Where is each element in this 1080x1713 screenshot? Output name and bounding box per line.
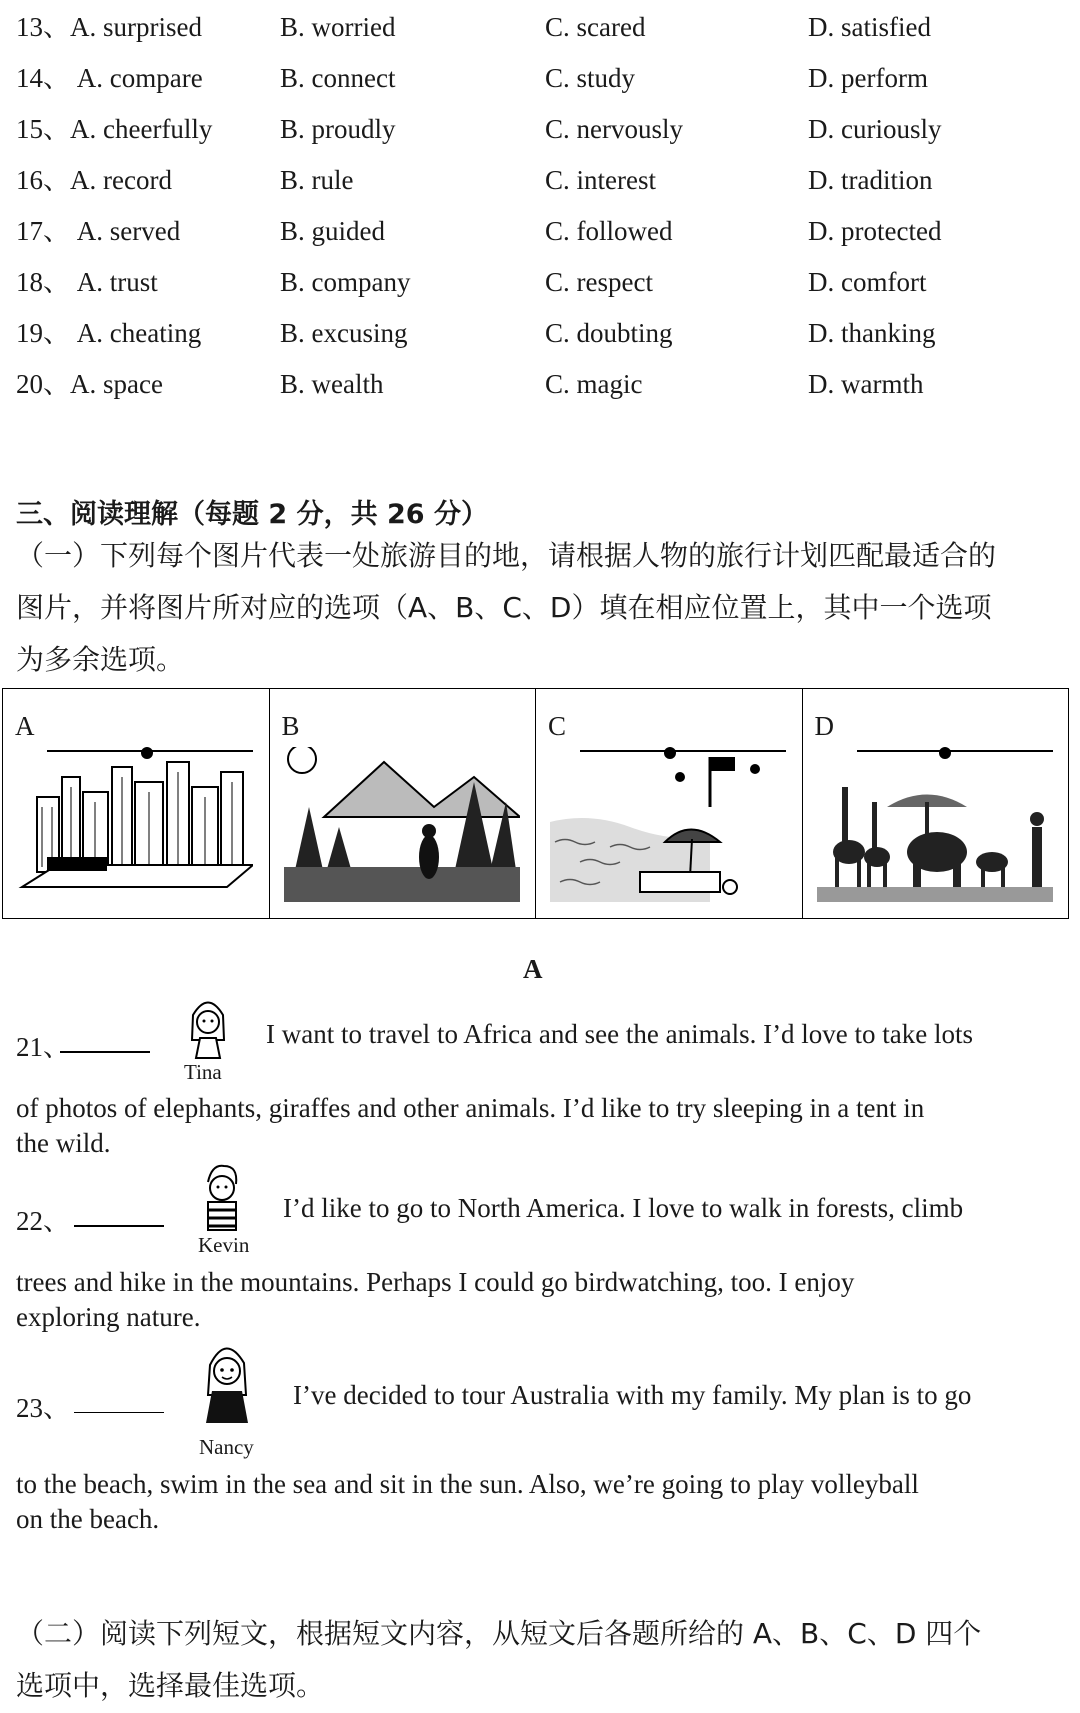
option-row-16 <box>0 155 1080 205</box>
answer-blank[interactable] <box>60 1027 150 1053</box>
option-a: 18、 A. trust <box>16 267 158 297</box>
picture-cell-d <box>803 689 1069 918</box>
option-b: B. rule <box>280 165 354 195</box>
option-a: 15、A. cheerfully <box>16 114 213 144</box>
answer-blank[interactable] <box>74 1388 164 1413</box>
q23-text-line2: to the beach, swim in the sea and sit in the sun. Also, we’re going to play volleyball <box>16 1469 919 1499</box>
picture-label: A <box>15 711 35 741</box>
section-title: 三、阅读理解（每题 2 分，共 26 分） <box>16 499 488 530</box>
avatar-name: Kevin <box>198 1233 250 1257</box>
option-row-15 <box>0 104 1080 154</box>
avatar-name: Nancy <box>199 1435 254 1459</box>
option-d: D. curiously <box>808 114 942 144</box>
option-d: D. comfort <box>808 267 927 297</box>
boy-avatar-icon <box>192 1160 252 1232</box>
option-a: 14、 A. compare <box>16 63 203 93</box>
option-c: C. followed <box>545 216 673 246</box>
instruction-line: （一）下列每个图片代表一处旅游目的地，请根据人物的旅行计划匹配最适合的 <box>16 539 997 572</box>
picture-label: B <box>281 711 300 741</box>
city-skyline-icon <box>17 747 253 902</box>
girl-avatar-icon <box>178 990 238 1060</box>
avatar-name: Tina <box>184 1060 222 1084</box>
option-b: B. company <box>280 267 411 297</box>
option-c: C. respect <box>545 267 653 297</box>
option-row-19 <box>0 308 1080 358</box>
picture-table <box>2 688 1069 919</box>
q21-text-line2: of photos of elephants, giraffes and other animals. I’d like to try sleeping in a tent in <box>16 1093 925 1123</box>
option-c: C. scared <box>545 12 646 42</box>
instruction-line: （二）阅读下列短文，根据短文内容，从短文后各题所给的 A、B、C、D 四个 <box>16 1617 982 1650</box>
option-row-17 <box>0 206 1080 256</box>
option-d: D. protected <box>808 216 942 246</box>
q22-text-line1: I’d like to go to North America. I love to walk in forests, climb <box>283 1193 964 1223</box>
option-row-13 <box>0 2 1080 52</box>
question-number: 23、 <box>16 1393 70 1423</box>
question-number: 21、 <box>16 1032 70 1062</box>
option-a: 17、 A. served <box>16 216 181 246</box>
option-a: 19、 A. cheating <box>16 318 202 348</box>
picture-cell-c <box>536 689 803 918</box>
option-row-20 <box>0 359 1080 409</box>
option-d: D. satisfied <box>808 12 931 42</box>
option-c: C. nervously <box>545 114 683 144</box>
option-c: C. interest <box>545 165 656 195</box>
option-b: B. excusing <box>280 318 408 348</box>
part2-instructions <box>16 1608 1066 1712</box>
q21-text-line3: the wild. <box>16 1128 111 1158</box>
option-d: D. thanking <box>808 318 936 348</box>
option-b: B. wealth <box>280 369 384 399</box>
instruction-line: 图片，并将图片所对应的选项（A、B、C、D）填在相应位置上，其中一个选项 <box>16 591 992 624</box>
option-d: D. warmth <box>808 369 924 399</box>
forest-mountains-icon <box>284 747 520 902</box>
option-row-14 <box>0 53 1080 103</box>
picture-cell-a <box>3 689 270 918</box>
part1-instructions <box>16 530 1066 686</box>
picture-label: C <box>548 711 567 741</box>
option-c: C. magic <box>545 369 643 399</box>
beach-icon <box>550 747 786 902</box>
option-d: D. perform <box>808 63 928 93</box>
answer-blank[interactable] <box>74 1201 164 1227</box>
option-d: D. tradition <box>808 165 933 195</box>
option-a: 20、A. space <box>16 369 163 399</box>
instruction-line: 选项中，选择最佳选项。 <box>16 1669 325 1702</box>
option-a: 16、A. record <box>16 165 172 195</box>
picture-label: D <box>814 711 834 741</box>
instruction-line: 为多余选项。 <box>16 643 185 676</box>
picture-cell-b <box>270 689 537 918</box>
option-row-18 <box>0 257 1080 307</box>
girl-avatar-icon <box>196 1335 258 1425</box>
option-b: B. connect <box>280 63 396 93</box>
option-b: B. proudly <box>280 114 396 144</box>
q22-text-line2: trees and hike in the mountains. Perhaps I could go birdwatching, too. I enjoy <box>16 1267 855 1297</box>
q23-text-line1: I’ve decided to tour Australia with my family. My plan is to go <box>293 1380 972 1410</box>
question-number: 22、 <box>16 1206 70 1236</box>
q22-text-line3: exploring nature. <box>16 1302 201 1332</box>
option-b: B. worried <box>280 12 396 42</box>
option-c: C. study <box>545 63 636 93</box>
q23-text-line3: on the beach. <box>16 1504 160 1534</box>
option-b: B. guided <box>280 216 385 246</box>
option-a: 13、A. surprised <box>16 12 202 42</box>
section-heading: A <box>523 954 543 984</box>
safari-animals-icon <box>817 747 1053 902</box>
q21-text-line1: I want to travel to Africa and see the animals. I’d love to take lots <box>266 1019 974 1049</box>
option-c: C. doubting <box>545 318 673 348</box>
